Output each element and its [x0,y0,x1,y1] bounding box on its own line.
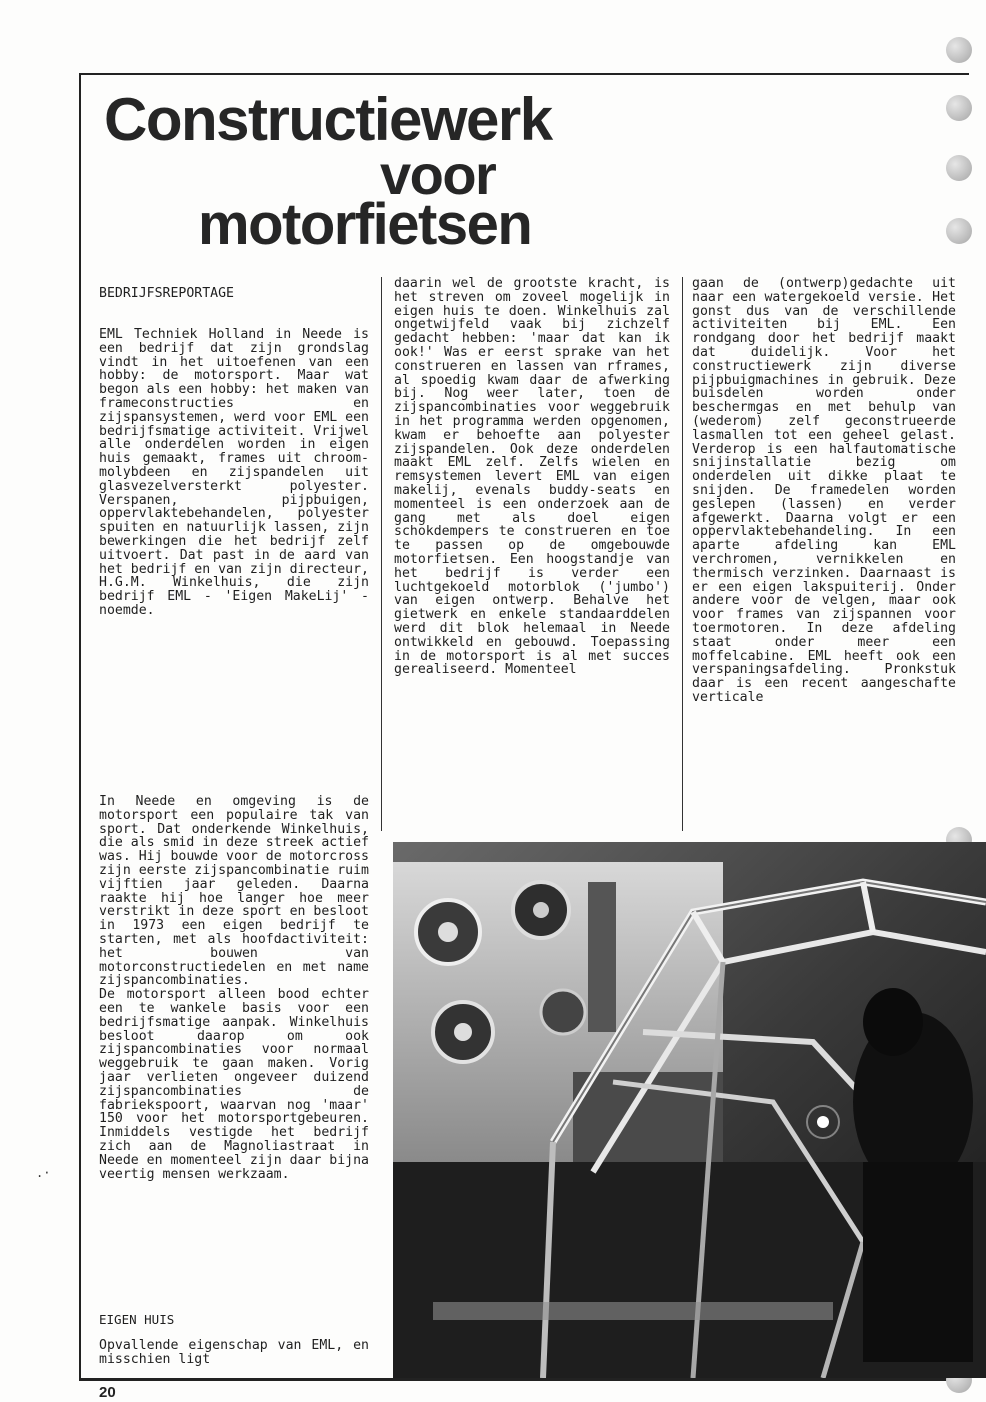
article-title-line-3: motorfietsen [198,192,532,257]
article-title-line-1: Constructiewerk [104,86,552,153]
workshop-photo [393,842,986,1378]
column-rule [682,277,683,831]
article-title-line-2: voor [380,143,496,206]
paragraph: In Neede en omgeving is de motorsport een populaire tak van sport. Dat onderkende Winkelhuis, die als smid in deze streek actief was. Hij bouwde voor de motorcross zijn eerste zijspancombinatie ruim vijftien jaar geleden. Daarna raakte hij hoe langer hoe meer verstrikt in deze sport en besloot in 1973 een eigen bedrijf te starten, met als hoofdactiviteit: het bouwen van motorconstructiedelen en met name zijspancombinaties. [99,794,369,989]
scan-speck: .· [36,1166,51,1180]
frame-top-border [79,73,969,75]
binder-hole [946,218,972,244]
column-rule [381,277,382,831]
column-2 [394,277,670,677]
page-number: 20 [99,1384,116,1401]
paragraph: EML Techniek Holland in Neede is een bedrijf dat zijn grondslag vindt in het uitoefenen van een hobby: de motorsport. Maar wat begon als een hobby: het maken van frameconstructies en zijspansystemen, werd voor EML een bedrijfsmatige activiteit. Vrijwel alle onderdelen worden in eigen huis gemaakt, frames uit chroom-molybdeen en zijspandelen uit glasvezelversterkt polyester. Verspanen, pijpbuigen, oppervlaktebehandelen, polyester spuiten en natuurlijk lassen, zijn bewerkingen die het bedrijf zelf uitvoert. Dat past in de aard van het bedrijf en van zijn directeur, H.G.M. Winkelhuis, die zijn bedrijf EML - 'Eigen MakeLij' - noemde. [99,327,369,618]
binder-hole [946,37,972,63]
column-3 [692,277,956,705]
paragraph: De motorsport alleen bood echter een te wankele basis voor een bedrijfsmatige aanpak. Winkelhuis besloot daarop om ook zijspancombinaties voor normaal weggebruik te gaan maken. Vorig jaar verlieten ongeveer duizend zijspancombinaties de fabriekspoort, waarvan nog 'maar' 150 voor het motorsportgebeuren. Inmiddels vestigde het bedrijf zich aan de Magnoliastraat in Neede en momenteel zijn daar bijna veertig mensen werkzaam. [99,987,369,1182]
frame-bottom-border [79,1378,969,1381]
paragraph: Opvallende eigenschap van EML, en misschien ligt [99,1338,369,1367]
section-heading: EIGEN HUIS [99,1312,175,1327]
paragraph: gaan de (ontwerp)gedachte uit naar een watergekoeld versie. Het gonst dus van de verschillende activiteiten bij EML. Een rondgang door het bedrijf maakt dat duidelijk. Voor het constructiewerk zijn diverse pijpbuigmachines in gebruik. Deze buisdelen worden onder beschermgas en met behulp van (wederom) zelf geconstrueerde lasmallen tot een geheel gelast. Verderop is een halfautomatische snijinstallatie bezig om onderdelen uit dikke plaat te snijden. De framedelen worden geslepen (lassen) en verder afgewerkt. Daarna volgt er een oppervlaktebehandeling. In een aparte afdeling kan EML verchromen, vernikkelen en thermisch verzinken. Daarnaast is er een eigen lakspuiterij. Onder andere voor de velgen, maar ook voor frames van zijspannen voor toermotoren. In deze afdeling staat onder meer een moffelcabine. EML heeft ook een verspaningsafdeling. Pronkstuk daar is een recent aangeschafte verticale [692,276,956,705]
frame-left-border [79,73,81,1379]
rubric-label: BEDRIJFSREPORTAGE [99,286,234,301]
binder-hole [946,95,972,121]
photo-illustration [393,842,986,1378]
binder-hole [946,155,972,181]
paragraph: daarin wel de grootste kracht, is het streven om zoveel mogelijk in eigen huis te doen. Winkelhuis zal ongetwijfeld vaak bij zichzelf gedacht hebben: 'maar dat kan ik ook!' Was er eerst sprake van het construeren en lassen van rframes, al spoedig kwam daar de afwerking bij. Nog weer later, toen de zijspancombinaties voor weggebruik in het programma werden opgenomen, kwam er behoefte aan polyester zijspandelen. Ook deze onderdelen maakt EML zelf. Zelfs wielen en remsystemen levert EML van eigen makelij, evenals buddy-seats en momenteel is een onderzoek aan de gang met als doel eigen schokdempers te construeren en toe te passen op de omgebouwde motorfietsen. Een hoogstandje van het bedrijf is verder een luchtgekoeld motorblok ('jumbo') van eigen ontwerp. Behalve het gietwerk en enkele standaarddelen werd dit blok helemaal in Neede ontwikkeld en gebouwd. Toepassing in de motorsport is al met succes gerealiseerd. Momenteel [394,276,670,678]
column-1-body [99,795,369,1181]
column-1-intro [99,328,369,618]
column-1-continuation [99,1339,369,1367]
